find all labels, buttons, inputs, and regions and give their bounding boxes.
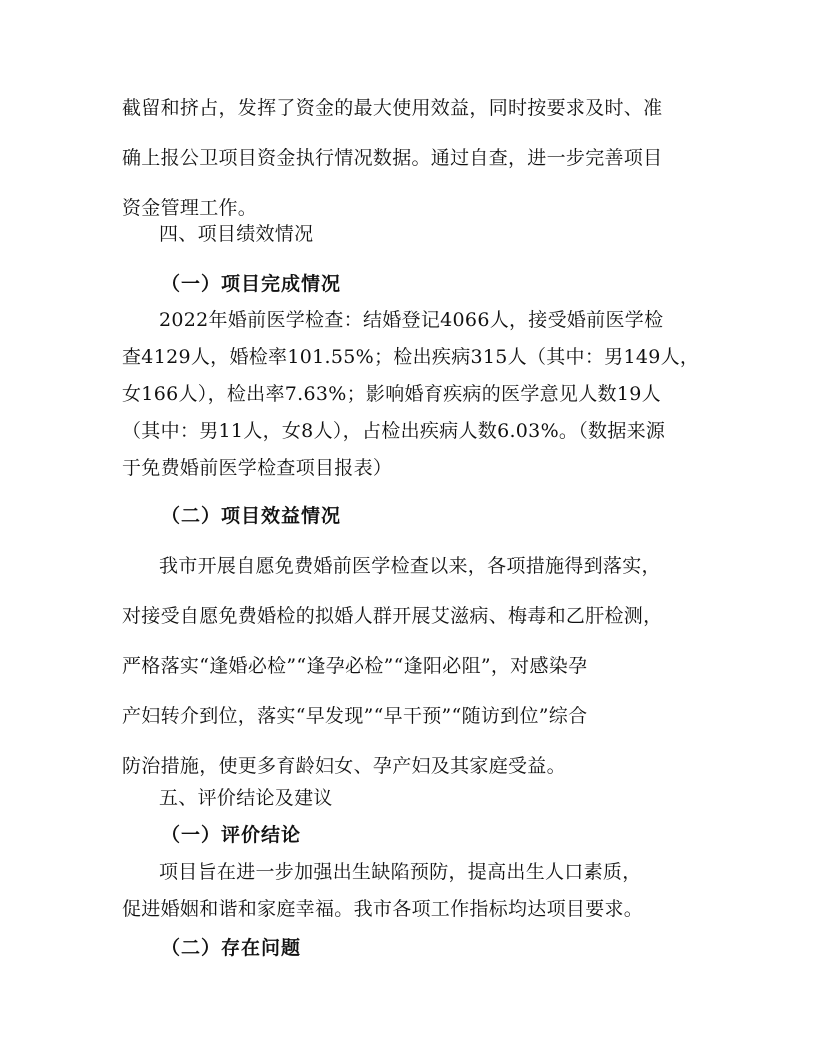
paragraph-line: 截留和挤占，发挥了资金的最大使用效益，同时按要求及时、准 — [122, 97, 663, 119]
paragraph-line: 于免费婚前医学检查项目报表） — [122, 457, 393, 479]
paragraph-line: 女166人），检出率7.63%；影响婚育疾病的医学意见人数19人 — [122, 383, 661, 405]
section-heading: 五、评价结论及建议 — [159, 787, 333, 809]
paragraph-line: 查4129人，婚检率101.55%；检出疾病315人（其中：男149人， — [122, 346, 700, 368]
section-heading: 四、项目绩效情况 — [159, 223, 314, 245]
paragraph-line: 严格落实“逢婚必检”“逢孕必检”“逢阳必阻”，对感染孕 — [122, 655, 588, 677]
paragraph-line: 项目旨在进一步加强出生缺陷预防，提高出生人口素质， — [159, 861, 642, 883]
paragraph-line: 我市开展自愿免费婚前医学检查以来，各项措施得到落实， — [159, 555, 661, 577]
paragraph-line: 对接受自愿免费婚检的拟婚人群开展艾滋病、梅毒和乙肝检测， — [122, 605, 663, 627]
paragraph-line: 2022年婚前医学检查：结婚登记4066人，接受婚前医学检 — [159, 309, 664, 331]
paragraph-line: 防治措施，使更多育龄妇女、孕产妇及其家庭受益。 — [122, 755, 566, 777]
subsection-heading: （二）项目效益情况 — [161, 505, 342, 527]
paragraph-line: （其中：男11人，女8人），占检出疾病人数6.03%。（数据来源 — [122, 420, 666, 442]
paragraph-line: 确上报公卫项目资金执行情况数据。通过自查，进一步完善项目 — [122, 147, 663, 169]
paragraph-line: 产妇转介到位，落实“早发现”“早干预”“随访到位”综合 — [122, 705, 588, 727]
subsection-heading: （一）项目完成情况 — [161, 273, 342, 295]
subsection-heading: （二）存在问题 — [161, 937, 302, 959]
paragraph-line: 促进婚姻和谐和家庭幸福。我市各项工作指标均达项目要求。 — [122, 898, 644, 920]
subsection-heading: （一）评价结论 — [161, 824, 302, 846]
paragraph-line: 资金管理工作。 — [122, 197, 258, 219]
